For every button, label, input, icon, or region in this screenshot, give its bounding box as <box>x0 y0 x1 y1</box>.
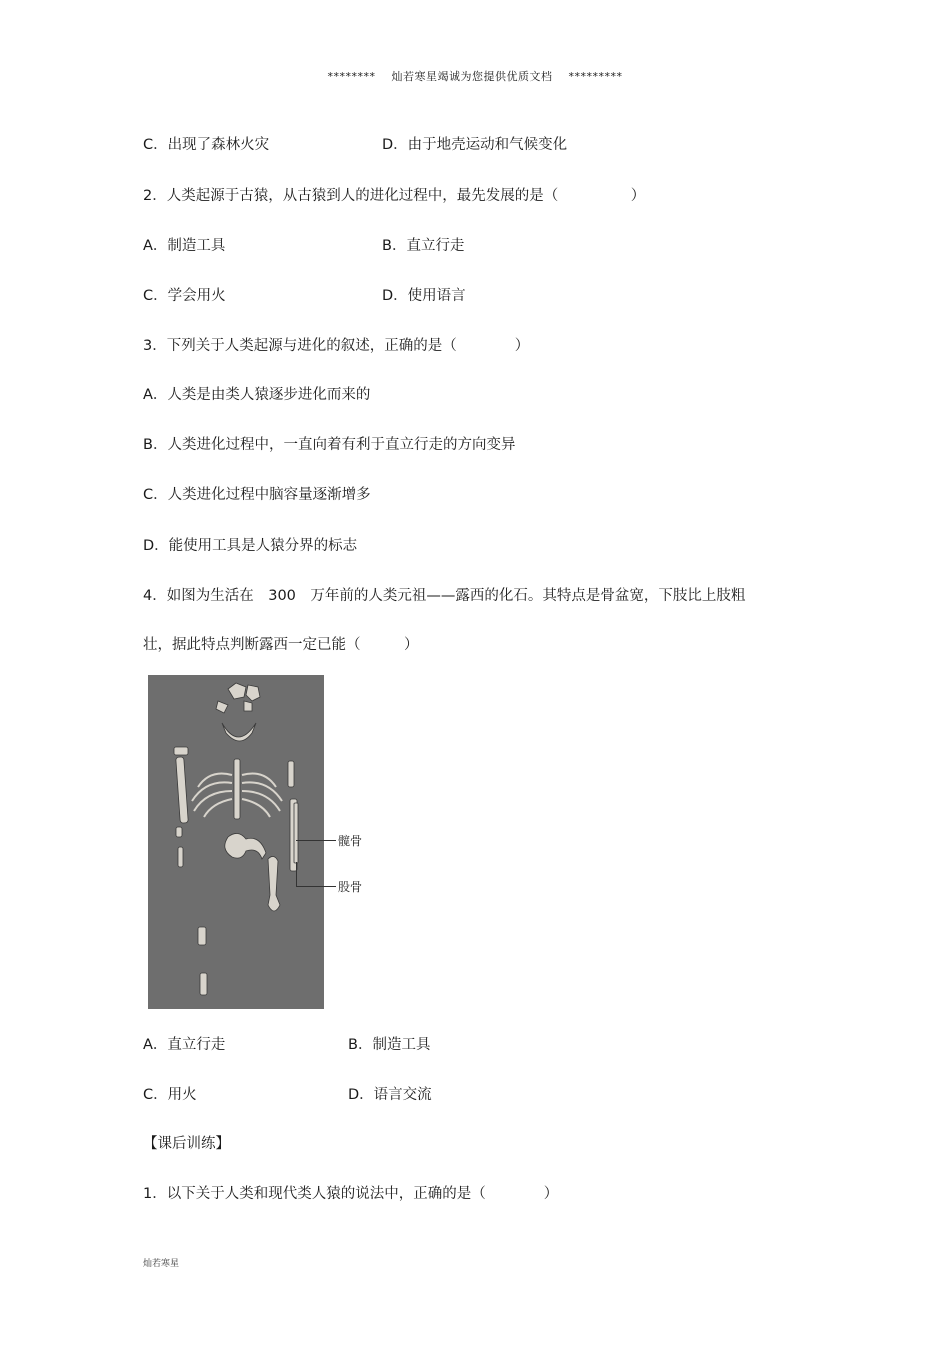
q2-option-d: D．使用语言 <box>382 288 466 304</box>
header-text: 灿若寒星竭诚为您提供优质文档 <box>391 70 553 83</box>
q4-option-b: B．制造工具 <box>348 1037 431 1053</box>
q1-option-d: D．由于地壳运动和气候变化 <box>382 137 568 153</box>
q2-option-b: B．直立行走 <box>382 238 465 254</box>
q2-option-a: A．制造工具 <box>143 238 226 254</box>
q4-option-a: A．直立行走 <box>143 1037 226 1053</box>
q3-option-d: D．能使用工具是人猿分界的标志 <box>143 538 358 554</box>
q4-option-d: D．语言交流 <box>348 1087 432 1103</box>
q2-stem: 2．人类起源于古猿，从古猿到人的进化过程中，最先发展的是（ ） <box>143 188 646 204</box>
lucy-skeleton-drawing <box>148 675 324 1009</box>
q1-option-c: C．出现了森林火灾 <box>143 137 270 153</box>
q2-option-c: C．学会用火 <box>143 288 226 304</box>
lucy-fossil-image <box>148 675 324 1009</box>
q3-stem: 3．下列关于人类起源与进化的叙述，正确的是（ ） <box>143 338 530 354</box>
pelvis-pointer-line <box>296 840 336 841</box>
hw1-stem: 1．以下关于人类和现代类人猿的说法中，正确的是（ ） <box>143 1186 559 1202</box>
q3-option-a: A．人类是由类人猿逐步进化而来的 <box>143 387 371 403</box>
header-stars-right: ********* <box>568 70 623 83</box>
page-footer: 灿若寒星 <box>143 1259 180 1269</box>
section-heading: 【课后训练】 <box>143 1136 230 1152</box>
header-stars-left: ******** <box>327 70 376 83</box>
q4-option-c: C．用火 <box>143 1087 197 1103</box>
femur-pointer-line <box>296 886 336 887</box>
q3-option-c: C．人类进化过程中脑容量逐渐增多 <box>143 487 371 503</box>
q3-option-b: B．人类进化过程中，一直向着有利于直立行走的方向变异 <box>143 437 516 453</box>
q4-stem-line2: 壮，据此特点判断露西一定已能（ ） <box>143 637 419 653</box>
pelvis-label: 髋骨 <box>338 834 363 848</box>
femur-pointer-vert <box>296 862 297 886</box>
q4-stem-line1: 4．如图为生活在 300 万年前的人类元祖——露西的化石。其特点是骨盆宽，下肢比上肢粗 <box>143 588 746 604</box>
page-header <box>0 68 950 84</box>
femur-label: 股骨 <box>338 880 363 894</box>
